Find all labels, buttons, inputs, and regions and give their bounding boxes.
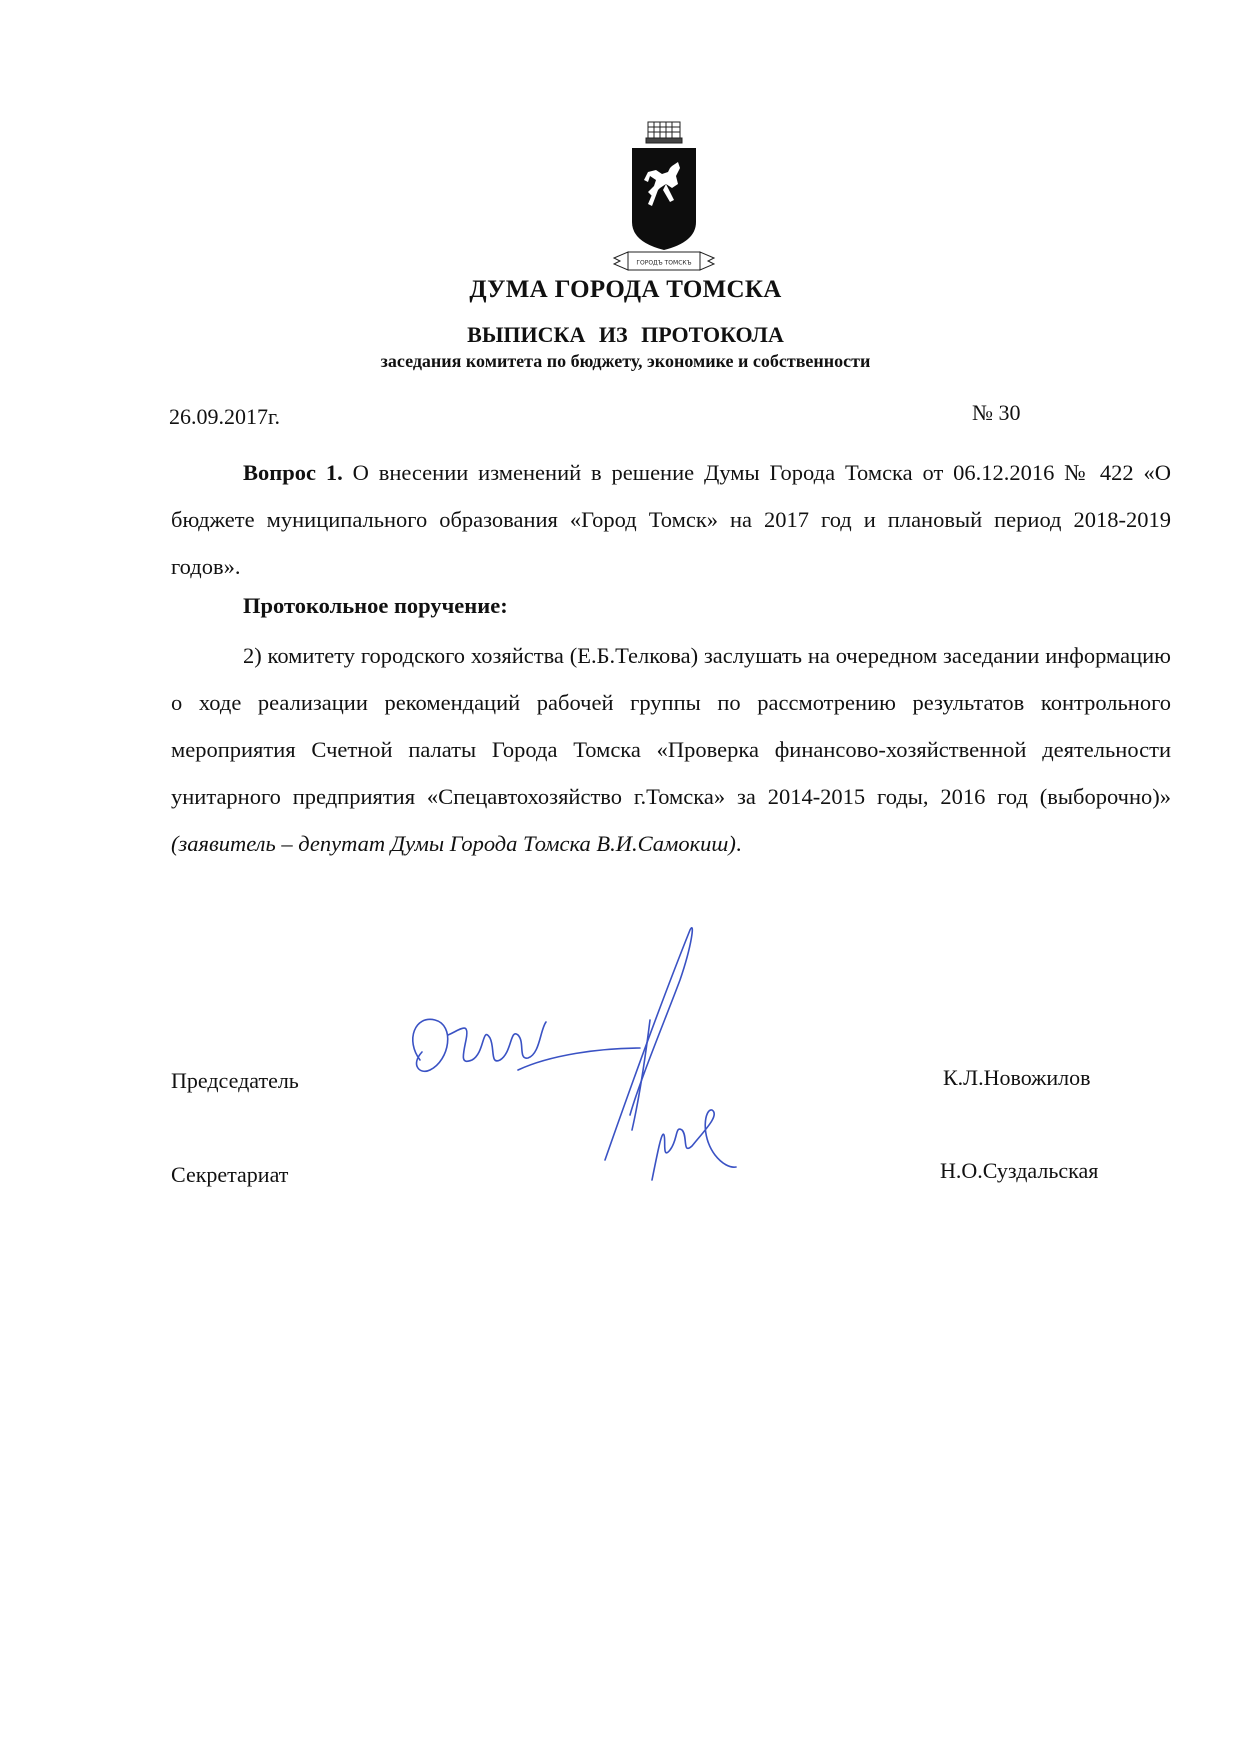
ribbon-text: ГОРОДЪ ТОМСКЪ — [636, 259, 692, 267]
crown-icon — [646, 122, 682, 143]
chairman-name: К.Л.Новожилов — [943, 1065, 1091, 1090]
secretariat-signature — [652, 1110, 736, 1180]
shield-icon — [632, 148, 696, 250]
chairman-signature — [413, 1019, 448, 1071]
question-text: О внесении изменений в решение Думы Города Томска от 06.12.2016 № 422 «О бюджете муниципального образования «Город Томск» на 2017 год и плановый период 2018-2019 годов». — [171, 460, 1171, 579]
protocol-number: № 30 — [972, 400, 1021, 425]
tomsk-coat-of-arms-icon — [608, 118, 720, 278]
instruction-paragraph — [171, 632, 1171, 867]
doc-subtitle: заседания комитета по бюджету, экономике и собственности — [380, 351, 871, 371]
ribbon-icon — [614, 252, 714, 270]
doc-title: ВЫПИСКА ИЗ ПРОТОКОЛА — [467, 322, 784, 347]
secretariat-role: Секретариат — [171, 1162, 289, 1187]
org-title: ДУМА ГОРОДА ТОМСКА — [469, 276, 782, 303]
question-paragraph — [171, 449, 1171, 590]
secretariat-name: Н.О.Суздальская — [940, 1158, 1099, 1183]
chairman-role: Председатель — [171, 1068, 299, 1093]
instruction-end: . — [735, 831, 742, 856]
instruction-heading: Протокольное поручение: — [243, 593, 508, 618]
instruction-text: 2) комитету городского хозяйства (Е.Б.Телкова) заслушать на очередном заседании информацию о ходе реализации рекомендаций рабочей группы по рассмотрению результатов контрольного мероприятия Счетной палаты Города Томска «Проверка финансово-хозяйственной деятельности унитарного предприятия «Спецавтохозяйство г.Томска» за 2014-2015 годы, 2016 год (выборочно)» — [171, 643, 1171, 809]
protocol-date: 26.09.2017г. — [169, 404, 281, 429]
handwritten-signature — [400, 920, 820, 1210]
question-label: Вопрос 1. — [243, 460, 343, 485]
instruction-applicant: (заявитель – депутат Думы Города Томска В.И.Самокиш) — [171, 831, 736, 856]
